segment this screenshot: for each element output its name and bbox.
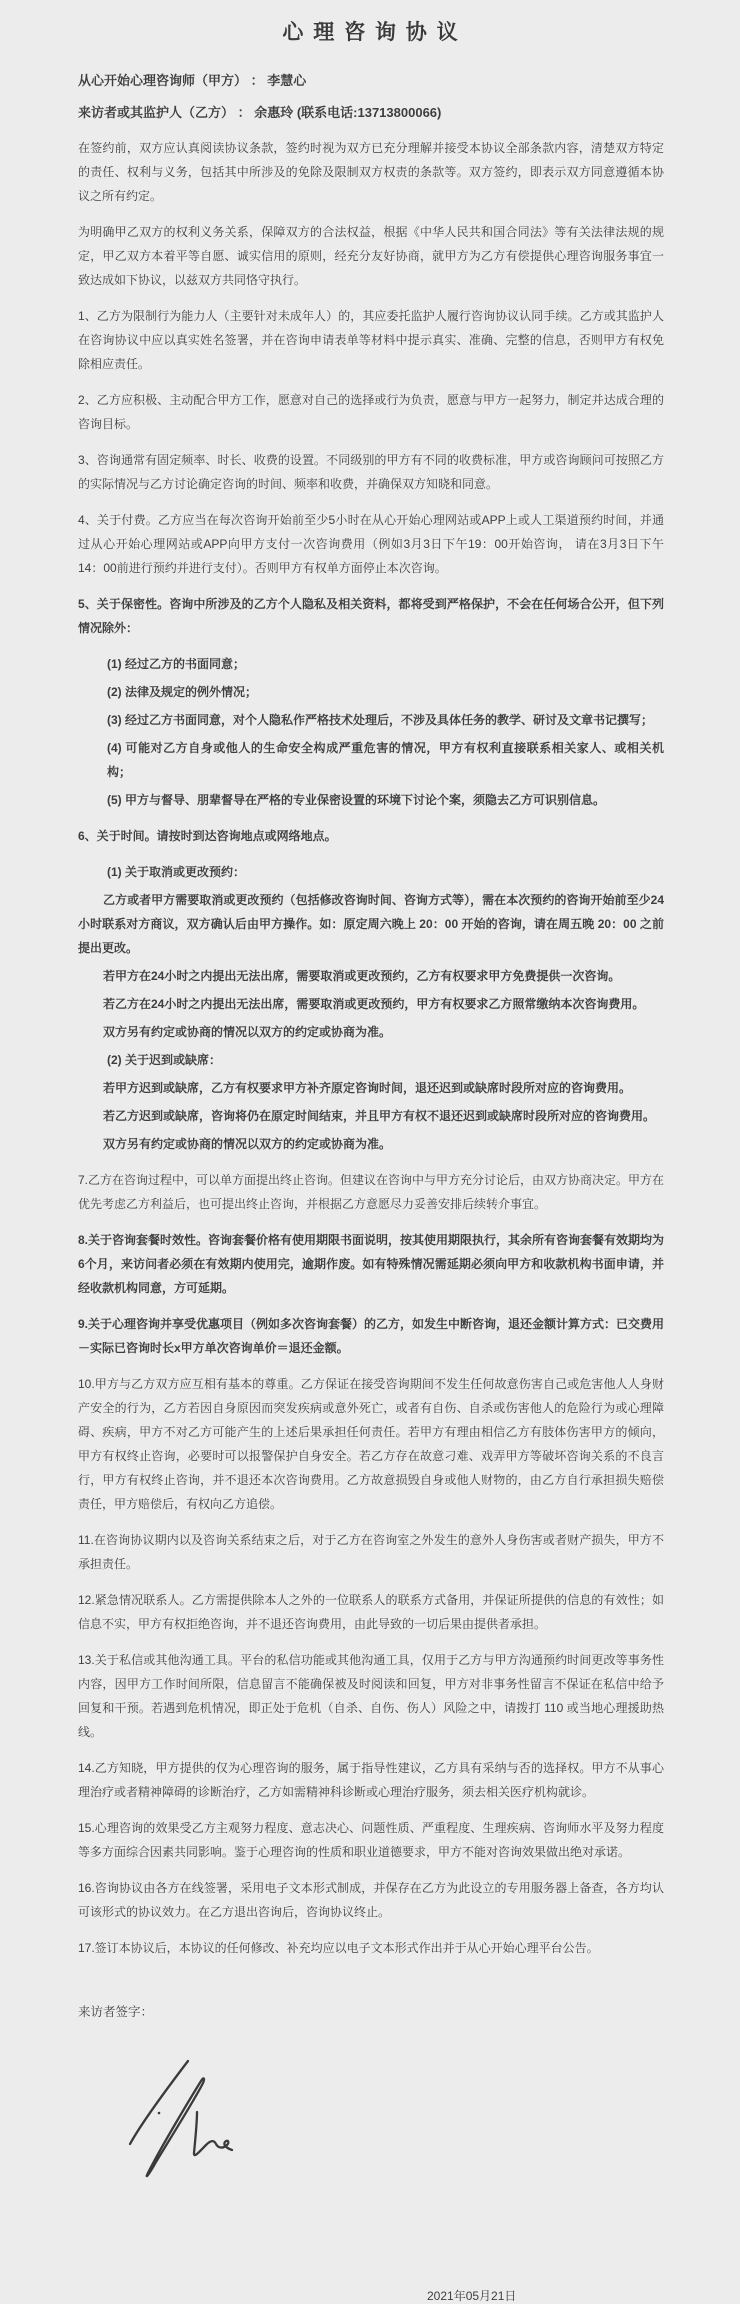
intro-paragraph-1: 在签约前，双方应认真阅读协议条款，签约时视为双方已充分理解并接受本协议全部条款内容，清楚双方特定的责任、权利与义务，包括其中所涉及的免除及限制双方权责的条款等。双方签约，即表示双方同意遵循本协议之所有约定。 xyxy=(78,141,664,203)
clause-7: 7.乙方在咨询过程中，可以单方面提出终止咨询。但建议在咨询中与甲方充分讨论后，由双方协商决定。甲方在优先考虑乙方利益后，也可提出终止咨询，并根据乙方意愿尽力妥善安排后续转介事宜。 xyxy=(78,1173,665,1211)
clause-5: 5、关于保密性。咨询中所涉及的乙方个人隐私及相关资料，都将受到严格保护，不会在任何场合公开，但下列情况除外： xyxy=(78,597,664,635)
clause-6-sub-1-heading: (1) 关于取消或更改预约： xyxy=(107,865,246,879)
page-title: 心 理 咨 询 协 议 xyxy=(282,21,460,44)
clause-5-item-5: (5) 甲方与督导、朋辈督导在严格的专业保密设置的环境下讨论个案，须隐去乙方可识别信息。 xyxy=(107,793,606,807)
clause-6-sub-1-para-b: 若甲方在24小时之内提出无法出席，需要取消或更改预约，乙方有权要求甲方免费提供一次咨询。 xyxy=(103,969,621,983)
clause-6-sub-1-para-d: 双方另有约定或协商的情况以双方的约定或协商为准。 xyxy=(103,1025,392,1039)
clause-10: 10.甲方与乙方双方应互相有基本的尊重。乙方保证在接受咨询期间不发生任何故意伤害自己或危害他人人身财产安全的行为，乙方若因自身原因而突发疾病或意外死亡，或者有自伤、自杀或伤害他人的危险行为或心理障碍、疾病，甲方不对乙方可能产生的上述后果承担任何责任。若甲方有理由相信乙方有肢体伤害甲方的倾向，甲方有权终止咨询，必要时可以报警保护自身安全。若乙方存在故意刁难、戏弄甲方等破坏咨询关系的不良言行，甲方有权终止咨询，并不退还本次咨询费用。乙方故意损毁自身或他人财物的，由乙方自行承担损失赔偿责任，甲方赔偿后，有权向乙方追偿。 xyxy=(78,1377,664,1511)
clause-14: 14.乙方知晓，甲方提供的仅为心理咨询的服务，属于指导性建议，乙方具有采纳与否的选择权。甲方不从事心理治疗或者精神障碍的诊断治疗，乙方如需精神科诊断或心理治疗服务，须去相关医疗机构就诊。 xyxy=(78,1761,664,1799)
clause-5-item-4: (4) 可能对乙方自身或他人的生命安全构成严重危害的情况，甲方有权利直接联系相关家人、或相关机构； xyxy=(107,741,664,779)
clause-13: 13.关于私信或其他沟通工具。平台的私信功能或其他沟通工具，仅用于乙方与甲方沟通预约时间更改等事务性内容，因甲方工作时间所限，信息留言不能确保被及时阅读和回复，甲方对非事务性留言不保证在私信中给予回复和干预。若遇到危机情况，即正处于危机（自杀、自伤、伤人）风险之中，请拨打 110 或当地心理援助热线。 xyxy=(78,1653,664,1739)
clause-16: 16.咨询协议由各方在线签署，采用电子文本形式制成，并保存在乙方为此设立的专用服务器上备查，各方均认可该形式的协议效力。在乙方退出咨询后，咨询协议终止。 xyxy=(78,1881,664,1919)
signing-date: 2021年05月21日 xyxy=(427,2289,517,2303)
clause-17: 17.签订本协议后，本协议的任何修改、补充均应以电子文本形式作出并于从心开始心理平台公告。 xyxy=(78,1941,599,1955)
clause-6-sub-1-para-c: 若乙方在24小时之内提出无法出席，需要取消或更改预约，甲方有权要求乙方照常缴纳本次咨询费用。 xyxy=(103,997,645,1011)
clause-5-item-2: (2) 法律及规定的例外情况； xyxy=(107,685,258,699)
clause-6-sub-2-para-a: 若甲方迟到或缺席，乙方有权要求甲方补齐原定咨询时间，退还迟到或缺席时段所对应的咨询费用。 xyxy=(103,1081,632,1095)
clause-1: 1、乙方为限制行为能力人（主要针对未成年人）的，其应委托监护人履行咨询协议认同手续。乙方或其监护人在咨询协议中应以真实姓名签署，并在咨询申请表单等材料中提示真实、准确、完整的信息，否则甲方有权免除相应责任。 xyxy=(78,309,664,371)
clause-6-sub-2-para-c: 双方另有约定或协商的情况以双方的约定或协商为准。 xyxy=(103,1137,392,1151)
clause-15: 15.心理咨询的效果受乙方主观努力程度、意志决心、问题性质、严重程度、生理疾病、咨询师水平及努力程度等多方面综合因素共同影响。鉴于心理咨询的性质和职业道德要求，甲方不能对咨询效果做出绝对承诺。 xyxy=(78,1821,664,1859)
visitor-signature-label: 来访者签字： xyxy=(78,2005,154,2019)
clause-11: 11.在咨询协议期内以及咨询关系结束之后，对于乙方在咨询室之外发生的意外人身伤害或者财产损失，甲方不承担责任。 xyxy=(78,1533,664,1571)
clause-4: 4、关于付费。乙方应当在每次咨询开始前至少5小时在从心开始心理网站或APP上或人工渠道预约时间，并通过从心开始心理网站或APP向甲方支付一次咨询费用（例如3月3日下午19：00开始咨询， 请在3月3日下午14：00前进行预约并进行支付）。否则甲方有权单方面停止本次咨询。 xyxy=(78,513,664,575)
visitor-signature-scribble xyxy=(60,2034,310,2234)
party-a-line: 从心开始心理咨询师（甲方） ： 李慧心 xyxy=(78,73,307,88)
clause-6: 6、关于时间。请按时到达咨询地点或网络地点。 xyxy=(78,829,337,843)
clause-2: 2、乙方应积极、主动配合甲方工作，愿意对自己的选择或行为负责，愿意与甲方一起努力，制定并达成合理的咨询目标。 xyxy=(78,393,664,431)
clause-6-sub-2-para-b: 若乙方迟到或缺席，咨询将仍在原定时间结束，并且甲方有权不退还迟到或缺席时段所对应的咨询费用。 xyxy=(103,1109,656,1123)
clause-6-sub-1-para-a: 乙方或者甲方需要取消或更改预约（包括修改咨询时间、咨询方式等），需在本次预约的咨询开始前至少24小时联系对方商议，双方确认后由甲方操作。如：原定周六晚上 20：00 开始的咨询，请在周五晚 20：00 之前提出更改。 xyxy=(78,893,664,955)
party-b-line: 来访者或其监护人（乙方） ： 余惠玲 (联系电话:13713800066) xyxy=(78,105,442,120)
clause-12: 12.紧急情况联系人。乙方需提供除本人之外的一位联系人的联系方式备用，并保证所提供的信息的有效性；如信息不实，甲方有权拒绝咨询，并不退还咨询费用，由此导致的一切后果由提供者承担。 xyxy=(78,1593,664,1631)
clause-6-sub-2-heading: (2) 关于迟到或缺席： xyxy=(107,1053,222,1067)
clause-8: 8.关于咨询套餐时效性。咨询套餐价格有使用期限书面说明，按其使用期限执行，其余所有咨询套餐有效期均为6个月，来访问者必须在有效期内使用完，逾期作废。如有特殊情况需延期必须向甲方和收款机构书面申请，并经收款机构同意，方可延期。 xyxy=(78,1233,665,1295)
clause-3: 3、咨询通常有固定频率、时长、收费的设置。不同级别的甲方有不同的收费标准，甲方或咨询顾问可按照乙方的实际情况与乙方讨论确定咨询的时间、频率和收费，并确保双方知晓和同意。 xyxy=(78,453,664,491)
clause-5-item-1: (1) 经过乙方的书面同意； xyxy=(107,657,246,671)
clause-9: 9.关于心理咨询并享受优惠项目（例如多次咨询套餐）的乙方，如发生中断咨询，退还金额计算方式：已交费用－实际已咨询时长x甲方单次咨询单价＝退还金额。 xyxy=(78,1317,665,1355)
intro-paragraph-2: 为明确甲乙双方的权利义务关系，保障双方的合法权益，根据《中华人民共和国合同法》等有关法律法规的规定，甲乙双方本着平等自愿、诚实信用的原则，经充分友好协商，就甲方为乙方有偿提供心理咨询服务事宜一致达成如下协议，以兹双方共同恪守执行。 xyxy=(78,225,664,287)
clause-5-item-3: (3) 经过乙方书面同意，对个人隐私作严格技术处理后，不涉及具体任务的教学、研讨及文章书记撰写； xyxy=(107,713,654,727)
